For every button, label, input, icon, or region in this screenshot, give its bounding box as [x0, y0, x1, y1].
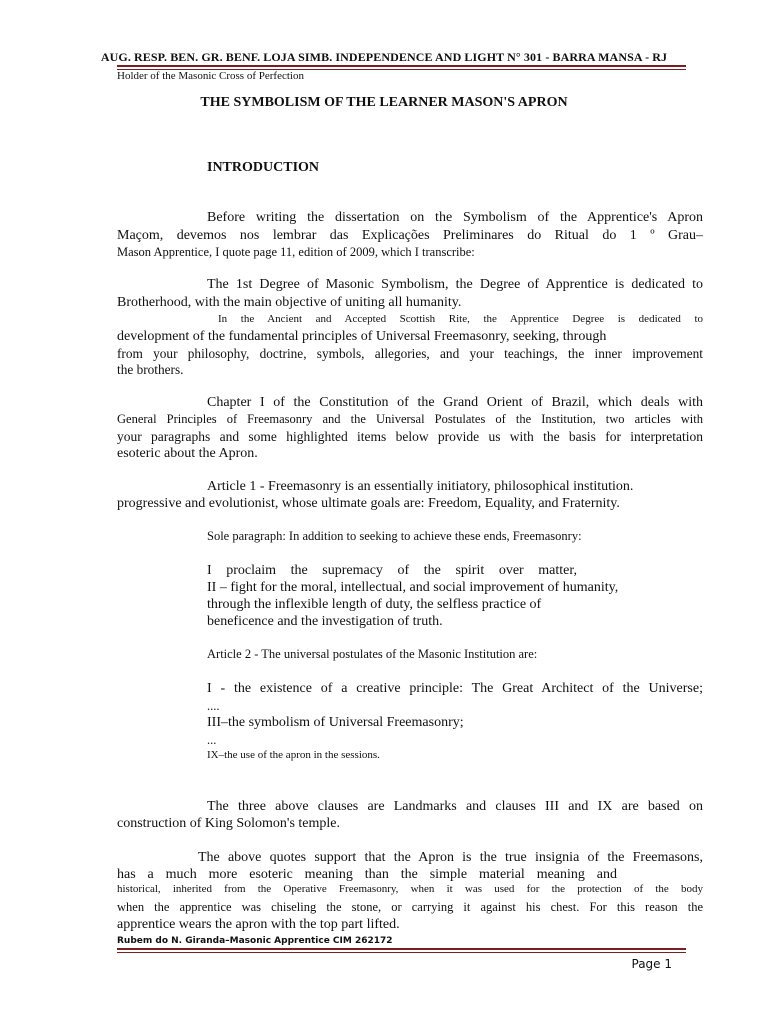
footer-author: Rubem do N. Giranda–Masonic Apprentice CIM 262172	[117, 936, 393, 946]
header-rule-thick	[117, 65, 686, 67]
page-number: Page 1	[631, 957, 672, 971]
body-line: your paragraphs and some highlighted items below provide us with the basis for interpretation	[117, 429, 703, 444]
body-line: Article 2 - The universal postulates of the Masonic Institution are:	[207, 647, 538, 661]
header-subtitle: Holder of the Masonic Cross of Perfection	[117, 70, 304, 82]
body-line: has a much more esoteric meaning than the simple material meaning and	[117, 867, 617, 882]
body-line: Sole paragraph: In addition to seeking to achieve these ends, Freemasonry:	[207, 529, 582, 543]
body-line: development of the fundamental principles of Universal Freemasonry, seeking, through	[117, 329, 607, 344]
body-line: beneficence and the investigation of truth.	[207, 614, 443, 629]
body-line: Maçom, devemos nos lembrar das Explicações Preliminares do Ritual do 1 º Grau–	[117, 228, 703, 243]
section-heading: INTRODUCTION	[207, 160, 320, 175]
body-line: Mason Apprentice, I quote page 11, edition of 2009, which I transcribe:	[117, 245, 475, 259]
body-line: The above quotes support that the Apron is the true insignia of the Freemasons,	[198, 850, 703, 865]
footer-rule-thick	[117, 948, 686, 950]
body-line: Brotherhood, with the main objective of uniting all humanity.	[117, 295, 462, 310]
body-line: Before writing the dissertation on the Symbolism of the Apprentice's Apron	[207, 210, 703, 225]
lodge-header: AUG. RESP. BEN. GR. BENF. LOJA SIMB. INDEPENDENCE AND LIGHT N° 301 - BARRA MANSA - RJ	[100, 50, 668, 64]
body-line: The 1st Degree of Masonic Symbolism, the Degree of Apprentice is dedicated to	[207, 277, 703, 292]
body-line: IX–the use of the apron in the sessions.	[207, 749, 380, 761]
body-line: the brothers.	[117, 362, 184, 377]
body-line: esoteric about the Apron.	[117, 446, 258, 461]
body-line: construction of King Solomon's temple.	[117, 816, 341, 831]
body-line: I - the existence of a creative principle: The Great Architect of the Universe;	[207, 681, 703, 696]
document-title: THE SYMBOLISM OF THE LEARNER MASON'S APRON	[200, 95, 568, 110]
body-line: III–the symbolism of Universal Freemasonry;	[207, 715, 464, 730]
body-line: apprentice wears the apron with the top part lifted.	[117, 917, 400, 932]
footer-rule-thin	[117, 952, 686, 953]
body-line: In the Ancient and Accepted Scottish Rite, the Apprentice Degree is dedicated to	[218, 313, 703, 325]
body-line: ....	[207, 699, 220, 713]
body-line: from your philosophy, doctrine, symbols, allegories, and your teachings, the inner improvement	[117, 346, 703, 361]
body-line: through the inflexible length of duty, the selfless practice of	[207, 597, 542, 612]
body-line: General Principles of Freemasonry and the Universal Postulates of the Institution, two articles with	[117, 412, 703, 426]
body-line: II – fight for the moral, intellectual, and social improvement of humanity,	[207, 580, 619, 595]
body-line: I proclaim the supremacy of the spirit over matter,	[207, 563, 577, 578]
body-line: The three above clauses are Landmarks and clauses III and IX are based on	[207, 799, 703, 814]
body-line: when the apprentice was chiseling the stone, or carrying it against his chest. For this reason the	[117, 900, 703, 914]
body-line: progressive and evolutionist, whose ultimate goals are: Freedom, Equality, and Fraternity.	[117, 496, 620, 511]
body-line: historical, inherited from the Operative Freemasonry, when it was used for the protection of the body	[117, 883, 703, 895]
body-line: Chapter I of the Constitution of the Grand Orient of Brazil, which deals with	[207, 395, 703, 410]
body-line: ...	[207, 733, 217, 747]
body-line: Article 1 - Freemasonry is an essentially initiatory, philosophical institution.	[207, 479, 634, 494]
